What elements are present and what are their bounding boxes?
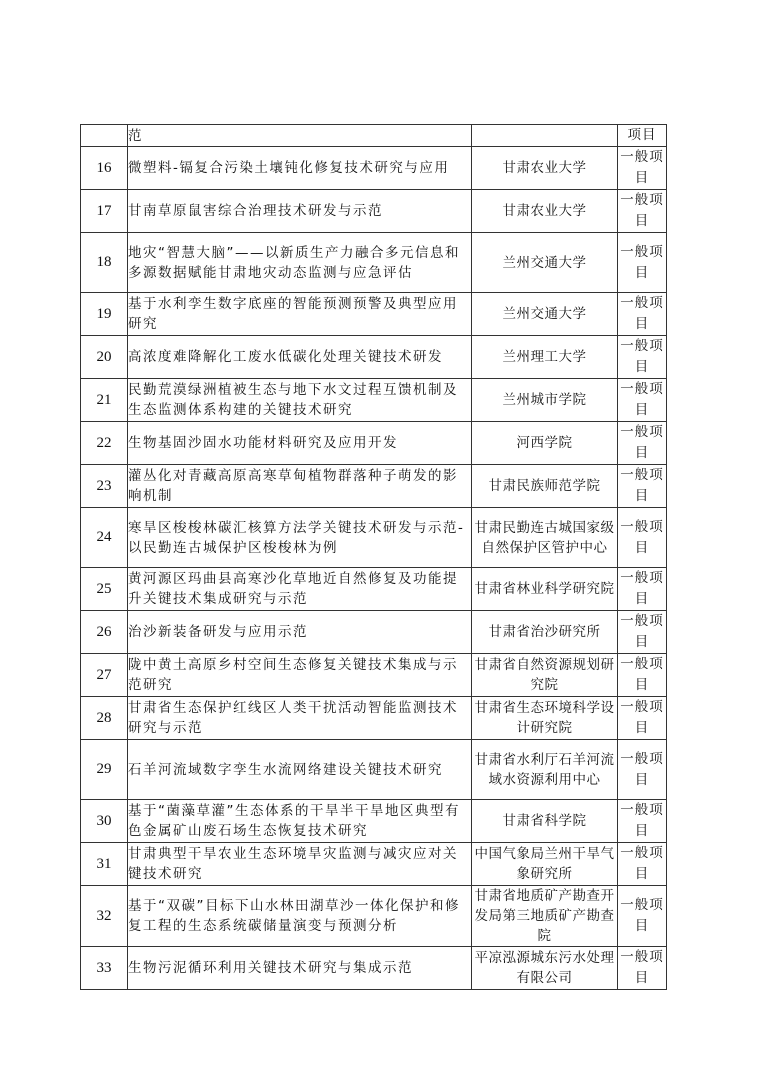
- applicant-unit: 甘肃省自然资源规划研究院: [472, 654, 618, 697]
- row-number: 23: [81, 465, 128, 508]
- table-row: [81, 233, 667, 293]
- applicant-unit: 甘肃民族师范学院: [472, 465, 618, 508]
- applicant-unit: 甘肃省治沙研究所: [472, 611, 618, 654]
- project-category: 一般项目: [618, 843, 667, 886]
- project-table: [80, 124, 667, 990]
- row-number: 27: [81, 654, 128, 697]
- project-title: 微塑料-镉复合污染土壤钝化修复技术研究与应用: [128, 147, 472, 190]
- applicant-unit: 兰州交通大学: [472, 233, 618, 293]
- row-number: 17: [81, 190, 128, 233]
- table-row: [81, 947, 667, 990]
- project-category: 项目: [618, 125, 667, 147]
- applicant-unit: 河西学院: [472, 422, 618, 465]
- row-number: 33: [81, 947, 128, 990]
- applicant-unit: 甘肃民勤连古城国家级自然保护区管护中心: [472, 508, 618, 568]
- row-number: [81, 125, 128, 147]
- table-row: [81, 568, 667, 611]
- project-category: 一般项目: [618, 508, 667, 568]
- row-number: 25: [81, 568, 128, 611]
- project-category: 一般项目: [618, 422, 667, 465]
- table-row: [81, 422, 667, 465]
- row-number: 24: [81, 508, 128, 568]
- project-title: 石羊河流域数字孪生水流网络建设关键技术研究: [128, 740, 472, 800]
- project-title: 甘肃典型干旱农业生态环境旱灾监测与减灾应对关键技术研究: [128, 843, 472, 886]
- project-category: 一般项目: [618, 293, 667, 336]
- project-title: 生物污泥循环利用关键技术研究与集成示范: [128, 947, 472, 990]
- row-number: 21: [81, 379, 128, 422]
- project-title: 陇中黄土高原乡村空间生态修复关键技术集成与示范研究: [128, 654, 472, 697]
- project-category: 一般项目: [618, 465, 667, 508]
- applicant-unit: 甘肃省科学院: [472, 800, 618, 843]
- project-category: 一般项目: [618, 190, 667, 233]
- applicant-unit: 甘肃农业大学: [472, 190, 618, 233]
- row-number: 29: [81, 740, 128, 800]
- project-category: 一般项目: [618, 568, 667, 611]
- project-title: 基于“菌藻草灌”生态体系的干旱半干旱地区典型有色金属矿山废石场生态恢复技术研究: [128, 800, 472, 843]
- table-row: [81, 611, 667, 654]
- table-row: [81, 843, 667, 886]
- row-number: 28: [81, 697, 128, 740]
- table-row: [81, 147, 667, 190]
- applicant-unit: 平凉泓源城东污水处理有限公司: [472, 947, 618, 990]
- row-number: 32: [81, 886, 128, 947]
- project-title: 甘肃省生态保护红线区人类干扰活动智能监测技术研究与示范: [128, 697, 472, 740]
- table-row: [81, 800, 667, 843]
- project-category: 一般项目: [618, 740, 667, 800]
- row-number: 22: [81, 422, 128, 465]
- table-row: [81, 125, 667, 147]
- project-title: 高浓度难降解化工废水低碳化处理关键技术研发: [128, 336, 472, 379]
- applicant-unit: 甘肃省水利厅石羊河流域水资源利用中心: [472, 740, 618, 800]
- row-number: 16: [81, 147, 128, 190]
- project-category: 一般项目: [618, 611, 667, 654]
- project-title: 基于“双碳”目标下山水林田湖草沙一体化保护和修复工程的生态系统碳储量演变与预测分析: [128, 886, 472, 947]
- project-title: 治沙新装备研发与应用示范: [128, 611, 472, 654]
- applicant-unit: 甘肃农业大学: [472, 147, 618, 190]
- table-row: [81, 697, 667, 740]
- row-number: 20: [81, 336, 128, 379]
- project-category: 一般项目: [618, 233, 667, 293]
- project-category: 一般项目: [618, 886, 667, 947]
- row-number: 18: [81, 233, 128, 293]
- applicant-unit: [472, 125, 618, 147]
- applicant-unit: 中国气象局兰州干旱气象研究所: [472, 843, 618, 886]
- project-title: 寒旱区梭梭林碳汇核算方法学关键技术研发与示范-以民勤连古城保护区梭梭林为例: [128, 508, 472, 568]
- project-category: 一般项目: [618, 800, 667, 843]
- table-row: [81, 336, 667, 379]
- table-row: [81, 654, 667, 697]
- project-title: 甘南草原鼠害综合治理技术研发与示范: [128, 190, 472, 233]
- project-category: 一般项目: [618, 654, 667, 697]
- applicant-unit: 甘肃省地质矿产勘查开发局第三地质矿产勘查院: [472, 886, 618, 947]
- project-category: 一般项目: [618, 336, 667, 379]
- row-number: 30: [81, 800, 128, 843]
- applicant-unit: 兰州交通大学: [472, 293, 618, 336]
- table-row: [81, 293, 667, 336]
- table-row: [81, 379, 667, 422]
- table-row: [81, 740, 667, 800]
- applicant-unit: 甘肃省林业科学研究院: [472, 568, 618, 611]
- applicant-unit: 甘肃省生态环境科学设计研究院: [472, 697, 618, 740]
- table-row: [81, 508, 667, 568]
- project-title: 基于水利孪生数字底座的智能预测预警及典型应用研究: [128, 293, 472, 336]
- project-category: 一般项目: [618, 697, 667, 740]
- project-category: 一般项目: [618, 379, 667, 422]
- table-row: [81, 886, 667, 947]
- table-row: [81, 190, 667, 233]
- applicant-unit: 兰州理工大学: [472, 336, 618, 379]
- project-category: 一般项目: [618, 147, 667, 190]
- row-number: 26: [81, 611, 128, 654]
- row-number: 31: [81, 843, 128, 886]
- project-title: 黄河源区玛曲县高寒沙化草地近自然修复及功能提升关键技术集成研究与示范: [128, 568, 472, 611]
- project-category: 一般项目: [618, 947, 667, 990]
- row-number: 19: [81, 293, 128, 336]
- project-title: 范: [128, 125, 472, 147]
- table-row: [81, 465, 667, 508]
- applicant-unit: 兰州城市学院: [472, 379, 618, 422]
- project-title: 民勤荒漠绿洲植被生态与地下水文过程互馈机制及生态监测体系构建的关键技术研究: [128, 379, 472, 422]
- project-title: 生物基固沙固水功能材料研究及应用开发: [128, 422, 472, 465]
- project-title: 地灾“智慧大脑”——以新质生产力融合多元信息和多源数据赋能甘肃地灾动态监测与应急评估: [128, 233, 472, 293]
- project-title: 灌丛化对青藏高原高寒草甸植物群落种子萌发的影响机制: [128, 465, 472, 508]
